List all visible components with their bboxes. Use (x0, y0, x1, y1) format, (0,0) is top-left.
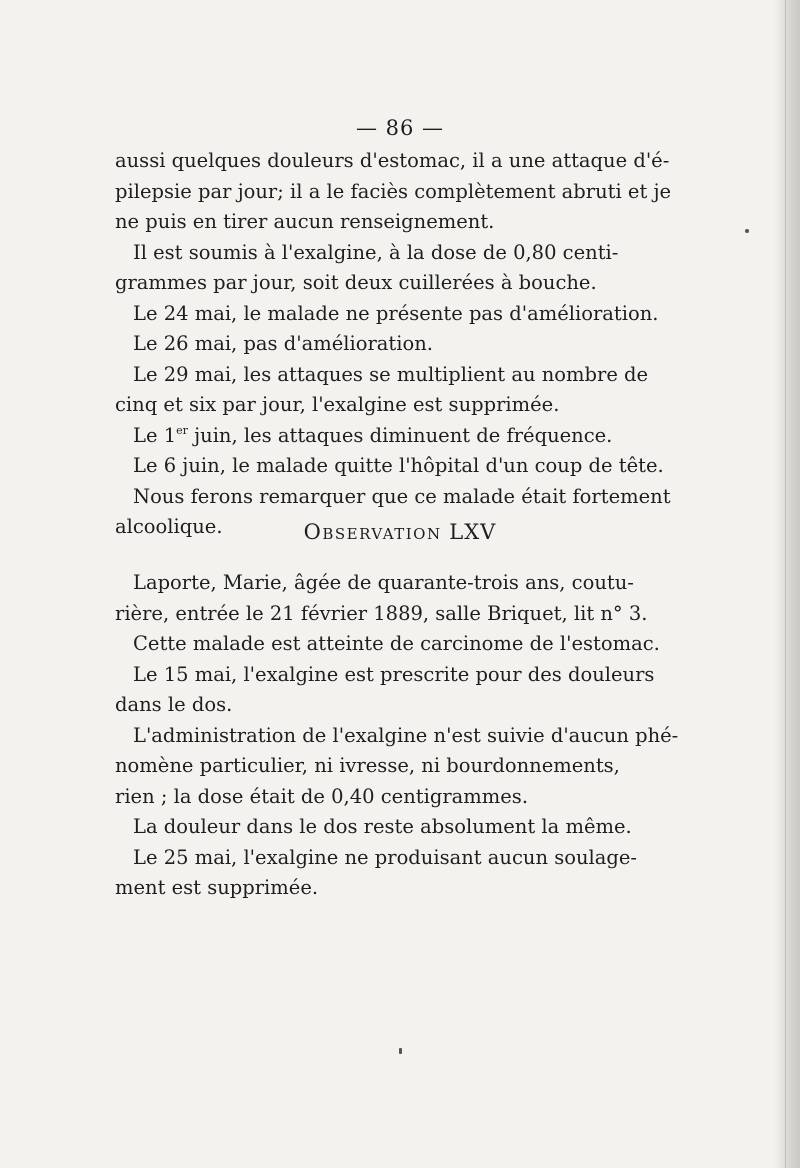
paragraph-block-1 (115, 146, 672, 543)
text-line: Le 29 mai, les attaques se multiplient au nombre de (133, 362, 649, 386)
page-edge-line (785, 0, 786, 1168)
text-line: alcoolique. (115, 515, 223, 538)
text-line: ne puis en tirer aucun renseignement. (115, 210, 495, 233)
text-line: Cette malade est atteinte de carcinome de l'estomac. (133, 632, 660, 655)
text-line: Laporte, Marie, âgée de quarante-trois ans, coutu- (133, 571, 634, 594)
date-prefix: Le 1 (133, 423, 177, 447)
ink-speck (399, 1048, 402, 1054)
text-line: dans le dos. (115, 693, 233, 716)
text-line: pilepsie par jour; il a le faciès complètement abruti et je (115, 179, 672, 203)
page-edge-shadow (774, 0, 800, 1168)
text-line: cinq et six par jour, l'exalgine est supprimée. (115, 393, 560, 416)
text-line: Il est soumis à l'exalgine, à la dose de 0,80 centi- (133, 240, 619, 264)
text-line: Le 15 mai, l'exalgine est prescrite pour des douleurs (133, 662, 655, 686)
text-line: Le 25 mai, l'exalgine ne produisant aucun soulage- (133, 845, 638, 869)
ink-speck (745, 229, 749, 233)
text-line: Le 24 mai, le malade ne présente pas d'amélioration. (133, 301, 659, 325)
ordinal-superscript: er (176, 423, 188, 437)
text-line: nomène particulier, ni ivresse, ni bourdonnements, (115, 754, 620, 777)
observation-heading (0, 520, 800, 544)
text-line (115, 421, 613, 452)
line-remainder: juin, les attaques diminuent de fréquence. (194, 423, 613, 447)
page-number: — 86 — (355, 116, 445, 140)
text-line: grammes par jour, soit deux cuillerées à bouche. (115, 271, 597, 294)
text-line: Nous ferons remarquer que ce malade était fortement (133, 484, 671, 508)
heading-numeral: LXV (449, 520, 497, 544)
text-line: La douleur dans le dos reste absolument la même. (133, 815, 632, 838)
text-line: rien ; la dose était de 0,40 centigrammes. (115, 784, 529, 808)
text-line: Le 6 juin, le malade quitte l'hôpital d'un coup de tête. (133, 454, 664, 477)
text-line: rière, entrée le 21 février 1889, salle Briquet, lit n° 3. (115, 601, 648, 625)
heading-label: Observation (303, 520, 442, 544)
text-line: aussi quelques douleurs d'estomac, il a une attaque d'é- (115, 149, 670, 172)
text-line: Le 26 mai, pas d'amélioration. (133, 332, 433, 355)
paragraph-block-2 (115, 568, 679, 904)
text-line: L'administration de l'exalgine n'est suivie d'aucun phé- (133, 723, 679, 747)
text-line: ment est supprimée. (115, 876, 319, 899)
